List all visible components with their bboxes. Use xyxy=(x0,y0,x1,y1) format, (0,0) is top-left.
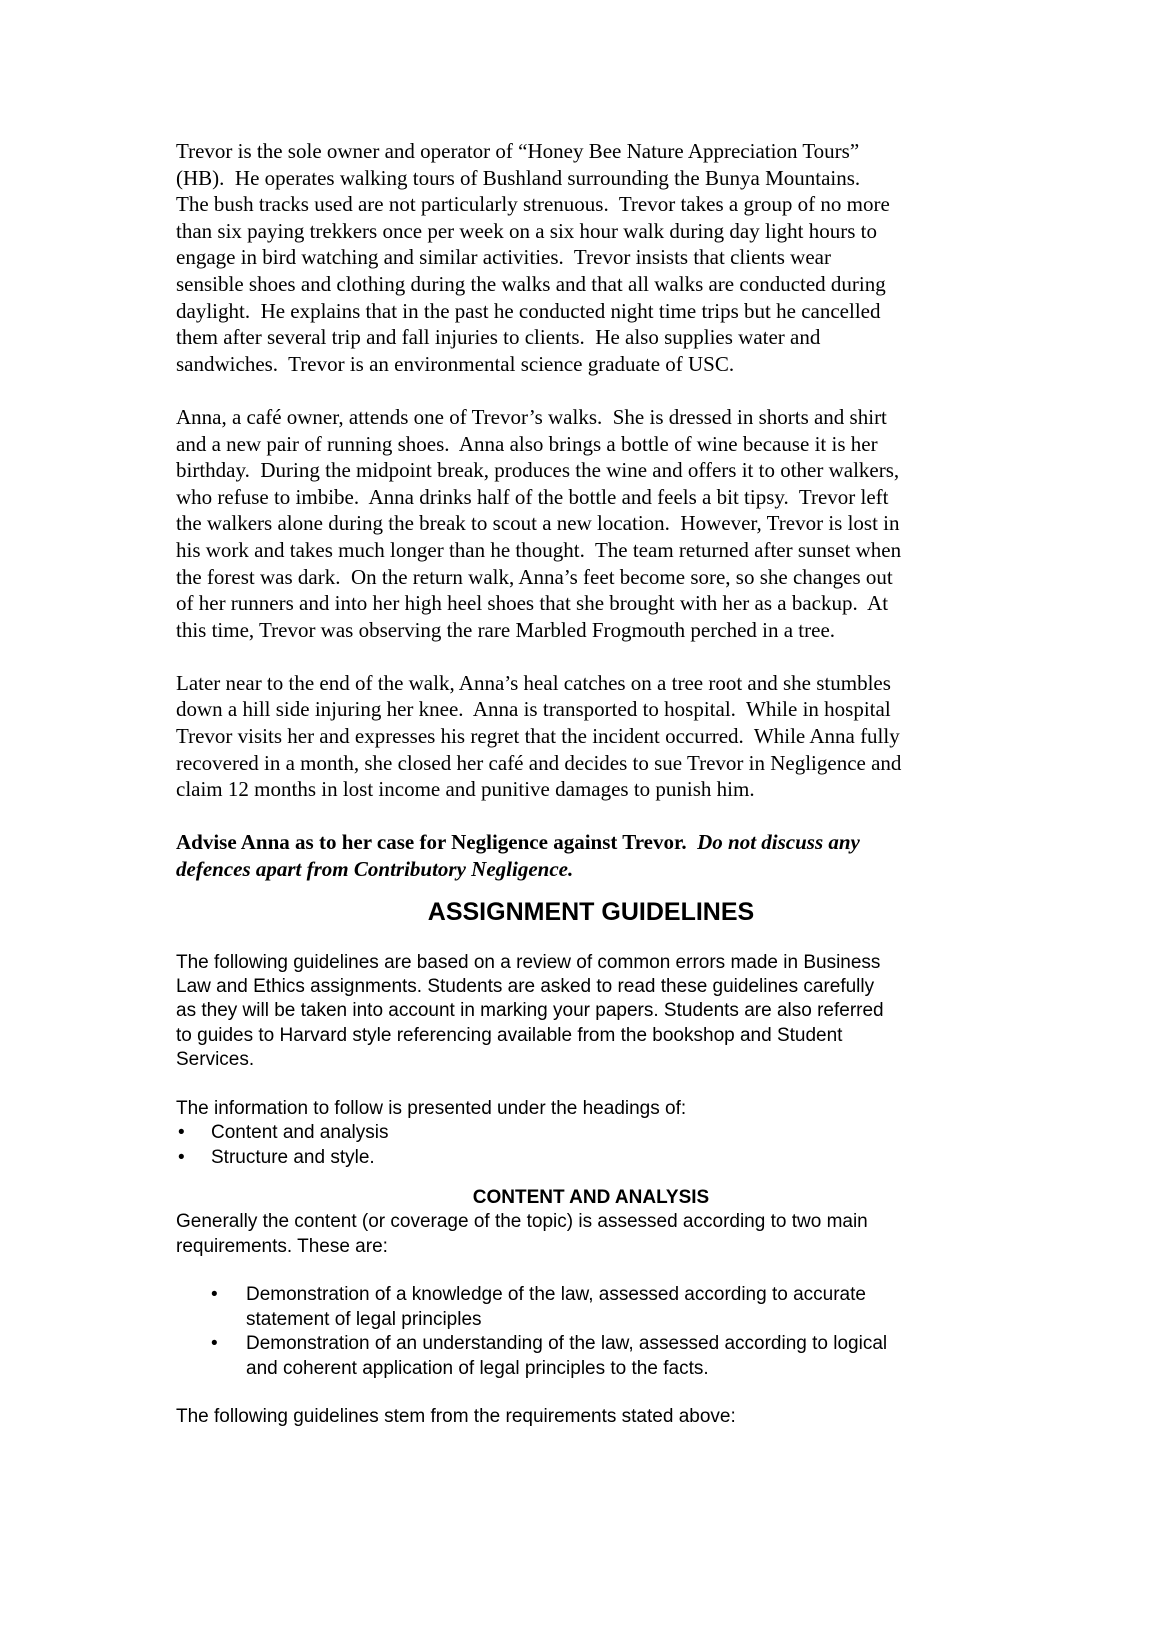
scenario-paragraph-3 xyxy=(176,670,1006,803)
paragraph-spacer xyxy=(176,1381,1006,1405)
question-line xyxy=(176,829,1006,856)
text-line: as they will be taken into account in marking your papers. Students are also referred xyxy=(176,1000,884,1022)
text-line: Trevor visits her and expresses his regret that the incident occurred. While Anna fully xyxy=(176,724,900,749)
text-line: (HB). He operates walking tours of Bushland surrounding the Bunya Mountains. xyxy=(176,165,861,190)
list-item xyxy=(176,1146,1006,1170)
text-line: Later near to the end of the walk, Anna’s heal catches on a tree root and she stumbles xyxy=(176,670,891,695)
list-item xyxy=(176,1332,1006,1381)
text-line: Services. xyxy=(176,1049,255,1071)
text-line: The following guidelines stem from the requirements stated above: xyxy=(176,1406,736,1428)
paragraph-spacer xyxy=(176,377,1006,404)
text-line: down a hill side injuring her knee. Anna is transported to hospital. While in hospital xyxy=(176,697,891,722)
list-item xyxy=(176,1121,1006,1145)
text-line: recovered in a month, she closed her café and decides to sue Trevor in Negligence and xyxy=(176,750,902,775)
text-line: Generally the content (or coverage of the topic) is assessed according to two main xyxy=(176,1211,868,1233)
text-line: Law and Ethics assignments. Students are asked to read these guidelines carefully xyxy=(176,976,875,998)
text-line: The following guidelines are based on a review of common errors made in Business xyxy=(176,951,881,973)
scenario-paragraph-1 xyxy=(176,138,1006,377)
paragraph-spacer xyxy=(176,1259,1006,1283)
text-line: his work and takes much longer than he thought. The team returned after sunset when xyxy=(176,537,902,562)
bullet-icon: • xyxy=(211,1333,218,1355)
text-line: sandwiches. Trevor is an environmental science graduate of USC. xyxy=(176,351,735,376)
question-instruction-text: Do not discuss any xyxy=(697,830,860,855)
document-page xyxy=(176,138,1006,1430)
text-line: than six paying trekkers once per week on a six hour walk during day light hours to xyxy=(176,218,878,243)
text-line: statement of legal principles xyxy=(246,1308,482,1330)
text-line: engage in bird watching and similar activities. Trevor insists that clients wear xyxy=(176,245,831,270)
text-line: Demonstration of an understanding of the law, assessed according to logical xyxy=(246,1333,888,1355)
text-line: this time, Trevor was observing the rare Marbled Frogmouth perched in a tree. xyxy=(176,617,836,642)
text-line: sensible shoes and clothing during the walks and that all walks are conducted during xyxy=(176,271,886,296)
question-instruction-text: defences apart from Contributory Negligence. xyxy=(176,857,574,882)
paragraph-spacer xyxy=(176,803,1006,830)
text-line: of her runners and into her high heel shoes that she brought with her as a backup. At xyxy=(176,591,889,616)
text-line: birthday. During the midpoint break, produces the wine and offers it to other walkers, xyxy=(176,458,900,483)
list-item-text: Structure and style. xyxy=(211,1146,375,1168)
scenario-paragraph-2 xyxy=(176,404,1006,643)
text-line: The bush tracks used are not particularly strenuous. Trevor takes a group of no more xyxy=(176,192,890,217)
bullet-icon: • xyxy=(178,1122,185,1144)
guidelines-intro xyxy=(176,951,1006,1073)
text-line: who refuse to imbibe. Anna drinks half of the bottle and feels a bit tipsy. Trevor left xyxy=(176,484,889,509)
text-line: daylight. He explains that in the past he conducted night time trips but he cancelled xyxy=(176,298,881,323)
list-item xyxy=(176,1283,1006,1332)
text-line: Demonstration of a knowledge of the law, assessed according to accurate xyxy=(246,1284,866,1306)
headings-list xyxy=(176,1121,1006,1170)
guidelines-title: ASSIGNMENT GUIDELINES xyxy=(427,897,755,926)
text-line: and a new pair of running shoes. Anna also brings a bottle of wine because it is her xyxy=(176,431,878,456)
content-analysis-title: CONTENT AND ANALYSIS xyxy=(472,1187,710,1209)
paragraph-spacer xyxy=(176,1073,1006,1097)
bullet-icon: • xyxy=(211,1284,218,1306)
text-line: to guides to Harvard style referencing available from the bookshop and Student xyxy=(176,1024,843,1046)
bullet-icon: • xyxy=(178,1146,185,1168)
requirements-list xyxy=(176,1283,1006,1381)
text-line: them after several trip and fall injuries to clients. He also supplies water and xyxy=(176,325,821,350)
text-line: Anna, a café owner, attends one of Trevor’s walks. She is dressed in shorts and shirt xyxy=(176,404,887,429)
text-line: The information to follow is presented under the headings of: xyxy=(176,1098,687,1120)
text-line: requirements. These are: xyxy=(176,1235,388,1257)
list-item-text: Content and analysis xyxy=(211,1122,389,1144)
content-analysis-intro xyxy=(176,1210,1006,1259)
text-line: the forest was dark. On the return walk, Anna’s feet become sore, so she changes out xyxy=(176,564,893,589)
assignment-question xyxy=(176,829,1006,882)
content-analysis-closing xyxy=(176,1405,1006,1429)
text-line: Trevor is the sole owner and operator of “Honey Bee Nature Appreciation Tours” xyxy=(176,139,860,163)
text-line: claim 12 months in lost income and punitive damages to punish him. xyxy=(176,777,755,802)
text-line: the walkers alone during the break to scout a new location. However, Trevor is lost in xyxy=(176,511,900,536)
paragraph-spacer xyxy=(176,643,1006,670)
headings-intro xyxy=(176,1097,1006,1121)
text-line: and coherent application of legal principles to the facts. xyxy=(246,1357,709,1379)
question-bold-text: Advise Anna as to her case for Negligence against Trevor. xyxy=(176,830,687,855)
